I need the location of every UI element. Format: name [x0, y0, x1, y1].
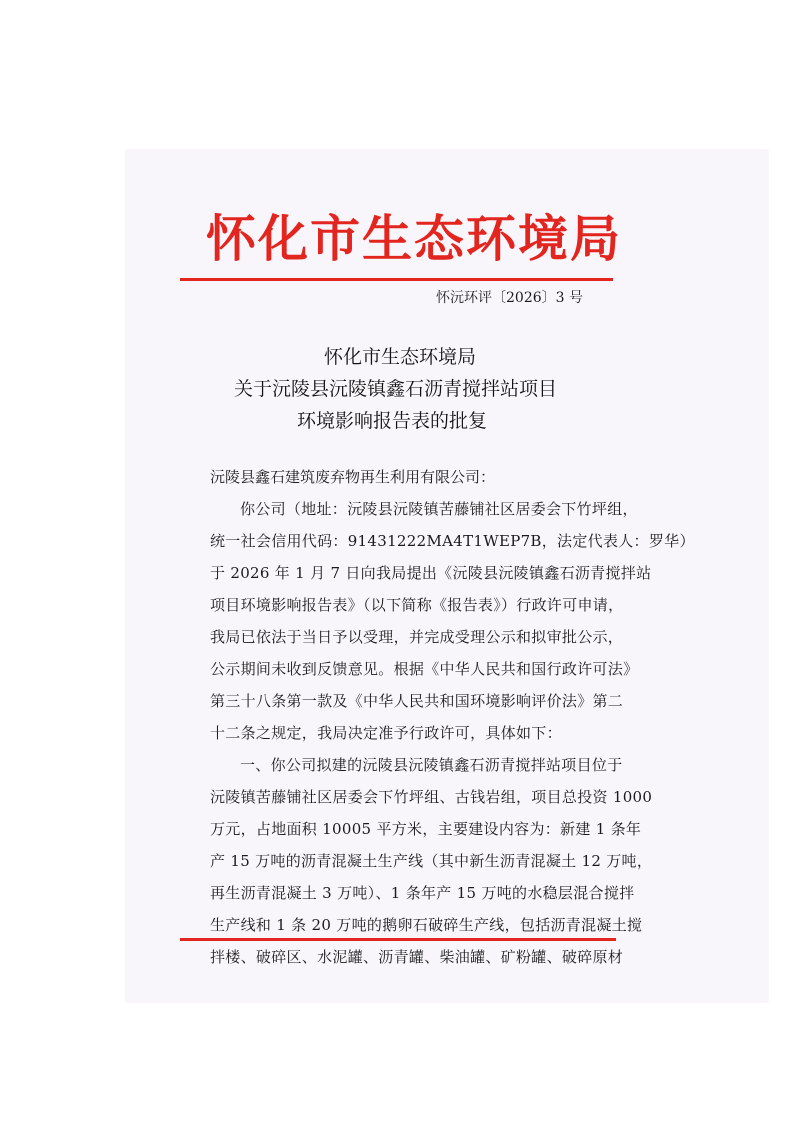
body-line: 第三十八条第一款及《中华人民共和国环境影响评价法》第二: [210, 692, 624, 710]
document-number: 怀沅环评〔2026〕3 号: [436, 290, 583, 306]
body-line: 沅陵镇苦藤铺社区居委会下竹坪组、古钱岩组，项目总投资 1000: [210, 788, 653, 806]
body-line: 生产线和 1 条 20 万吨的鹅卵石破碎生产线，包括沥青混凝土搅: [210, 916, 643, 934]
body-line: 于 2026 年 1 月 7 日向我局提出《沅陵县沅陵镇鑫石沥青搅拌站: [210, 564, 652, 582]
title-line-1: 怀化市生态环境局: [324, 346, 477, 368]
body-line: 我局已依法于当日予以受理，并完成受理公示和拟审批公示，: [210, 628, 624, 646]
header-red-rule: [180, 278, 613, 281]
body-line: 统一社会信用代码：91431222MA4T1WEP7B，法定代表人：罗华）: [210, 532, 695, 550]
title-line-2: 关于沅陵县沅陵镇鑫石沥青搅拌站项目: [234, 378, 558, 400]
addressee: 沅陵县鑫石建筑废弃物再生利用有限公司：: [210, 468, 496, 486]
footer-red-rule: [180, 938, 616, 941]
body-line: 产 15 万吨的沥青混凝土生产线（其中新生沥青混凝土 12 万吨，: [210, 852, 653, 870]
body-line: 一、你公司拟建的沅陵县沅陵镇鑫石沥青搅拌站项目位于: [240, 756, 623, 774]
title-line-3: 环境影响报告表的批复: [297, 410, 488, 432]
body-line: 你公司（地址：沅陵县沅陵镇苦藤铺社区居委会下竹坪组，: [240, 500, 638, 518]
body-line: 万元，占地面积 10005 平方米，主要建设内容为：新建 1 条年: [210, 820, 642, 838]
body-line: 拌楼、破碎区、水泥罐、沥青罐、柴油罐、矿粉罐、破碎原材: [210, 948, 624, 966]
body-line: 再生沥青混凝土 3 万吨）、1 条年产 15 万吨的水稳层混合搅拌: [210, 884, 635, 902]
body-line: 项目环境影响报告表》（以下简称《报告表》）行政许可申请，: [210, 596, 624, 614]
body-line: 公示期间未收到反馈意见。根据《中华人民共和国行政许可法》: [210, 660, 639, 678]
agency-masthead: 怀化市生态环境局: [206, 209, 622, 268]
body-line: 十二条之规定，我局决定准予行政许可，具体如下：: [210, 724, 562, 742]
